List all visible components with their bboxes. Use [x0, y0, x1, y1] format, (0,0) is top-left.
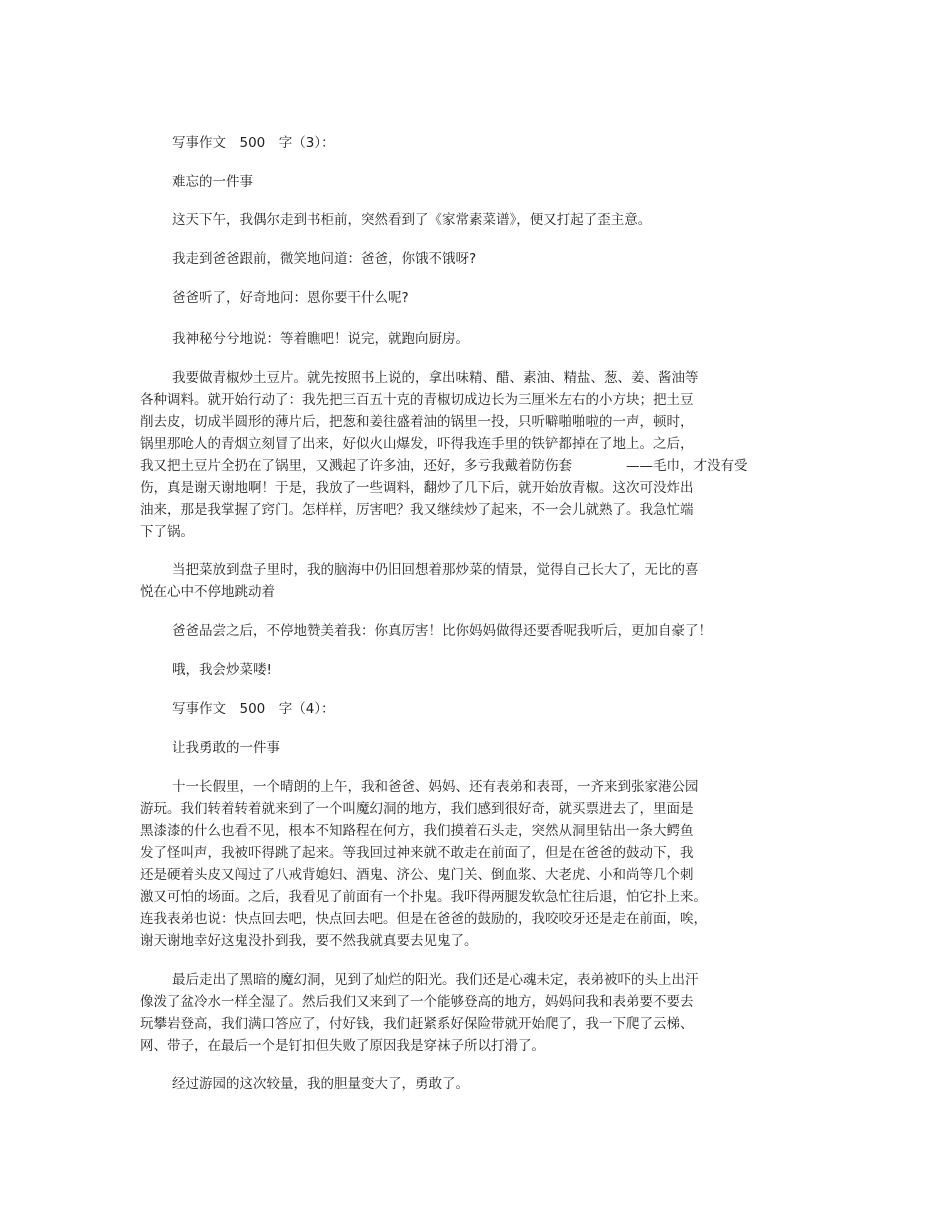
- essay-3-heading: 写事作文 500 字（3）：: [172, 135, 335, 151]
- essay-3-title: 难忘的一件事: [172, 174, 253, 190]
- paragraph-line: 当把菜放到盘子里时，我的脑海中仍旧回想着那炒菜的情景，觉得自己长大了，无比的喜: [172, 562, 699, 578]
- paragraph: 经过游园的这次较量，我的胆量变大了，勇敢了。: [172, 1076, 469, 1092]
- paragraph: 爸爸听了，好奇地问：恩你要干什么呢?: [172, 290, 409, 306]
- paragraph-line: 发了怪叫声，我被吓得跳了起来。等我回过神来就不敢走在前面了，但是在爸爸的鼓动下，我: [140, 845, 694, 861]
- paragraph-line: 伤，真是谢天谢地啊！于是，我放了一些调料，翻炒了几下后，就开始放青椒。这次可没炸出: [140, 480, 694, 496]
- paragraph: 我走到爸爸跟前，微笑地问道：爸爸，你饿不饿呀?: [172, 251, 477, 267]
- paragraph-line: 玩攀岩登高，我们满口答应了，付好钱，我们赶紧系好保险带就开始爬了，我一下爬了云梯、: [140, 1016, 694, 1032]
- paragraph-line: 下了锅。: [140, 524, 194, 540]
- paragraph-line: 连我表弟也说：快点回去吧，快点回去吧。但是在爸爸的鼓励的，我咬咬牙还是走在前面，唉，: [140, 911, 707, 927]
- paragraph-line: 最后走出了黑暗的魔幻洞，见到了灿烂的阳光。我们还是心魂未定，表弟被吓的头上出汗: [172, 972, 699, 988]
- paragraph-line: 谢天谢地幸好这鬼没扑到我，要不然我就真要去见鬼了。: [140, 933, 478, 949]
- paragraph: 我神秘兮兮地说：等着瞧吧！说完，就跑向厨房。: [172, 331, 469, 347]
- paragraph-line: 我又把土豆片全扔在了锅里，又溅起了许多油，还好，多亏我戴着防伤套 ——毛巾，才没有受: [140, 458, 748, 474]
- paragraph: 爸爸品尝之后，不停地赞美着我：你真厉害！比你妈妈做得还要香呢我听后，更加自豪了！: [172, 623, 712, 639]
- paragraph-line: 我要做青椒炒土豆片。就先按照书上说的，拿出味精、醋、素油、精盐、葱、姜、酱油等: [172, 370, 699, 386]
- paragraph-line: 黑漆漆的什么也看不见，根本不知路程在何方，我们摸着石头走，突然从洞里钻出一条大鳄鱼: [140, 823, 694, 839]
- paragraph-line: 激又可怕的场面。之后，我看见了前面有一个扑鬼。我吓得两腿发软急忙往后退，怕它扑上来。: [140, 889, 707, 905]
- paragraph-line: 网、带子，在最后一个是钉扣但失败了原因我是穿袜子所以打滑了。: [140, 1038, 545, 1054]
- paragraph: 这天下午，我偶尔走到书柜前，突然看到了《家常素菜谱》，便又打起了歪主意。: [172, 212, 652, 228]
- essay-4-title: 让我勇敢的一件事: [172, 740, 280, 756]
- paragraph: 哦，我会炒菜喽!: [172, 662, 272, 678]
- essay-4-heading: 写事作文 500 字（4）：: [172, 701, 335, 717]
- paragraph-line: 油来，那是我掌握了窍门。怎样样，厉害吧？我又继续炒了起来，不一会儿就熟了。我急忙端: [140, 502, 694, 518]
- paragraph-line: 锅里那呛人的青烟立刻冒了出来，好似火山爆发，吓得我连手里的铁铲都掉在了地上。之后，: [140, 436, 694, 452]
- paragraph-line: 还是硬着头皮又闯过了八戒背媳妇、酒鬼、济公、鬼门关、倒血浆、大老虎、小和尚等几个刺: [140, 867, 694, 883]
- paragraph-line: 十一长假里，一个晴朗的上午，我和爸爸、妈妈、还有表弟和表哥，一齐来到张家港公园: [172, 779, 699, 795]
- paragraph-line: 像泼了盆冷水一样全湿了。然后我们又来到了一个能够登高的地方，妈妈问我和表弟要不要去: [140, 994, 694, 1010]
- paragraph-line: 悦在心中不停地跳动着: [140, 584, 275, 600]
- paragraph-line: 各种调料。就开始行动了：我先把三百五十克的青椒切成边长为三厘米左右的小方块；把土豆: [140, 392, 694, 408]
- paragraph-line: 游玩。我们转着转着就来到了一个叫魔幻洞的地方，我们感到很好奇，就买票进去了，里面是: [140, 801, 694, 817]
- paragraph-line: 削去皮，切成半圆形的薄片后，把葱和姜往盛着油的锅里一投，只听噼啪啪啦的一声，顿时，: [140, 414, 694, 430]
